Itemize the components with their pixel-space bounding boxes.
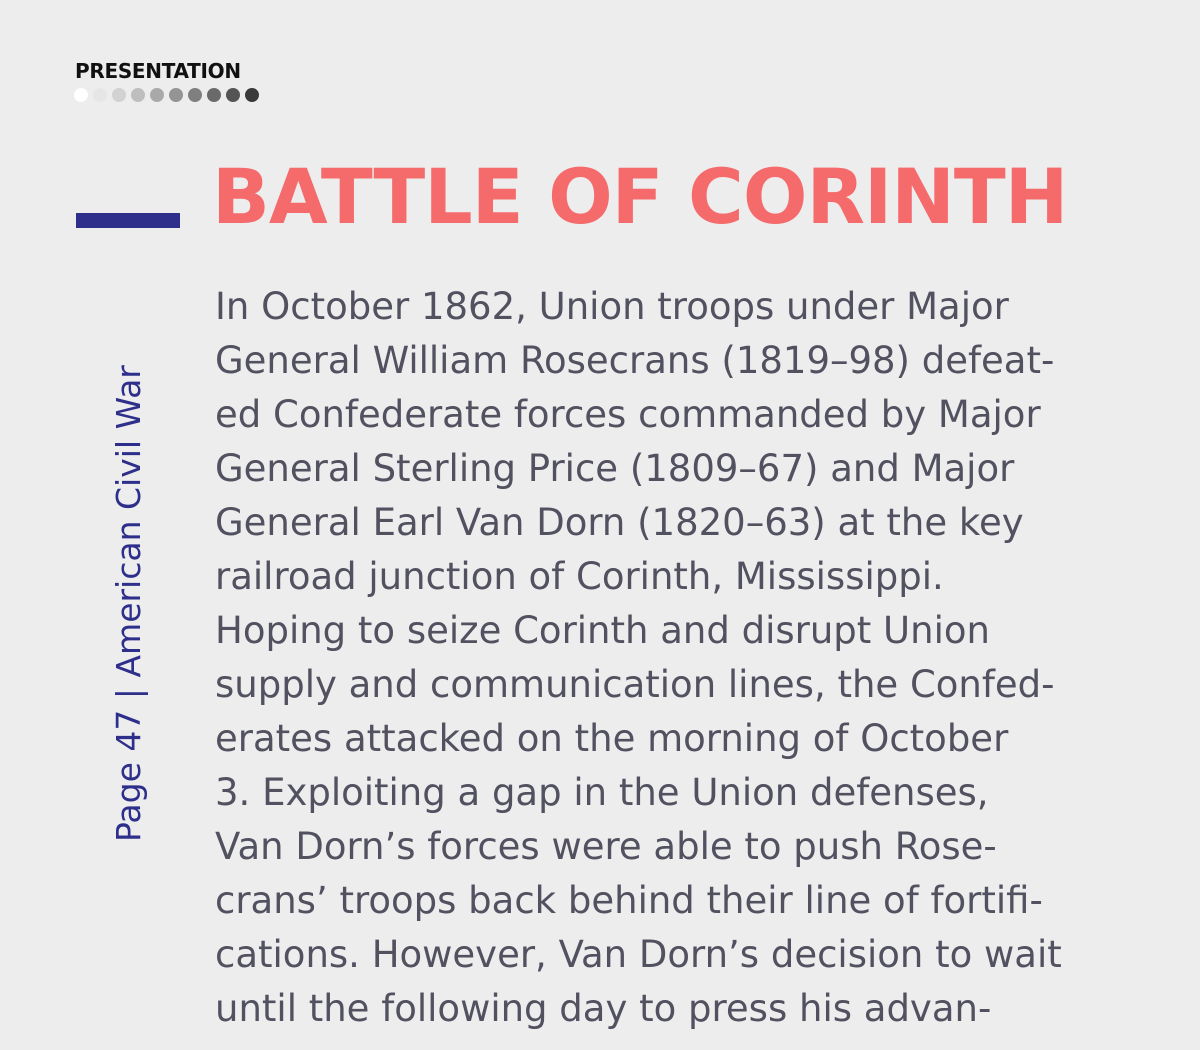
body-line: erates attacked on the morning of October [215, 717, 1009, 760]
dot-indicator [74, 88, 88, 102]
body-line: Hoping to seize Corinth and disrupt Union [215, 609, 990, 652]
body-line: 3. Exploiting a gap in the Union defenses, [215, 771, 989, 814]
page-label: Page 47 | American Civil War [109, 365, 148, 842]
body-line: General William Rosecrans (1819–98) defeat- [215, 339, 1055, 382]
body-line: General Sterling Price (1809–67) and Major [215, 447, 1015, 490]
body-line: crans’ troops back behind their line of fortifi- [215, 879, 1043, 922]
body-line: Van Dorn’s forces were able to push Rose- [215, 825, 997, 868]
dot-indicator [245, 88, 259, 102]
presentation-label: PRESENTATION [75, 59, 241, 83]
body-text [215, 280, 1200, 1036]
dot-indicator [112, 88, 126, 102]
body-line: In October 1862, Union troops under Major [215, 285, 1009, 328]
dot-indicator [131, 88, 145, 102]
body-line: supply and communication lines, the Confed- [215, 663, 1055, 706]
body-line: cations. However, Van Dorn’s decision to wait [215, 933, 1062, 976]
dot-indicator [150, 88, 164, 102]
color-dots [74, 88, 264, 104]
dot-indicator [169, 88, 183, 102]
dot-indicator [226, 88, 240, 102]
body-line: General Earl Van Dorn (1820–63) at the key [215, 501, 1024, 544]
dot-indicator [207, 88, 221, 102]
dot-indicator [93, 88, 107, 102]
body-line: railroad junction of Corinth, Mississippi. [215, 555, 944, 598]
accent-bar [76, 213, 180, 228]
dot-indicator [188, 88, 202, 102]
body-line: until the following day to press his advan- [215, 987, 992, 1030]
body-line: ed Confederate forces commanded by Major [215, 393, 1041, 436]
page-title: BATTLE OF CORINTH [212, 152, 1068, 241]
